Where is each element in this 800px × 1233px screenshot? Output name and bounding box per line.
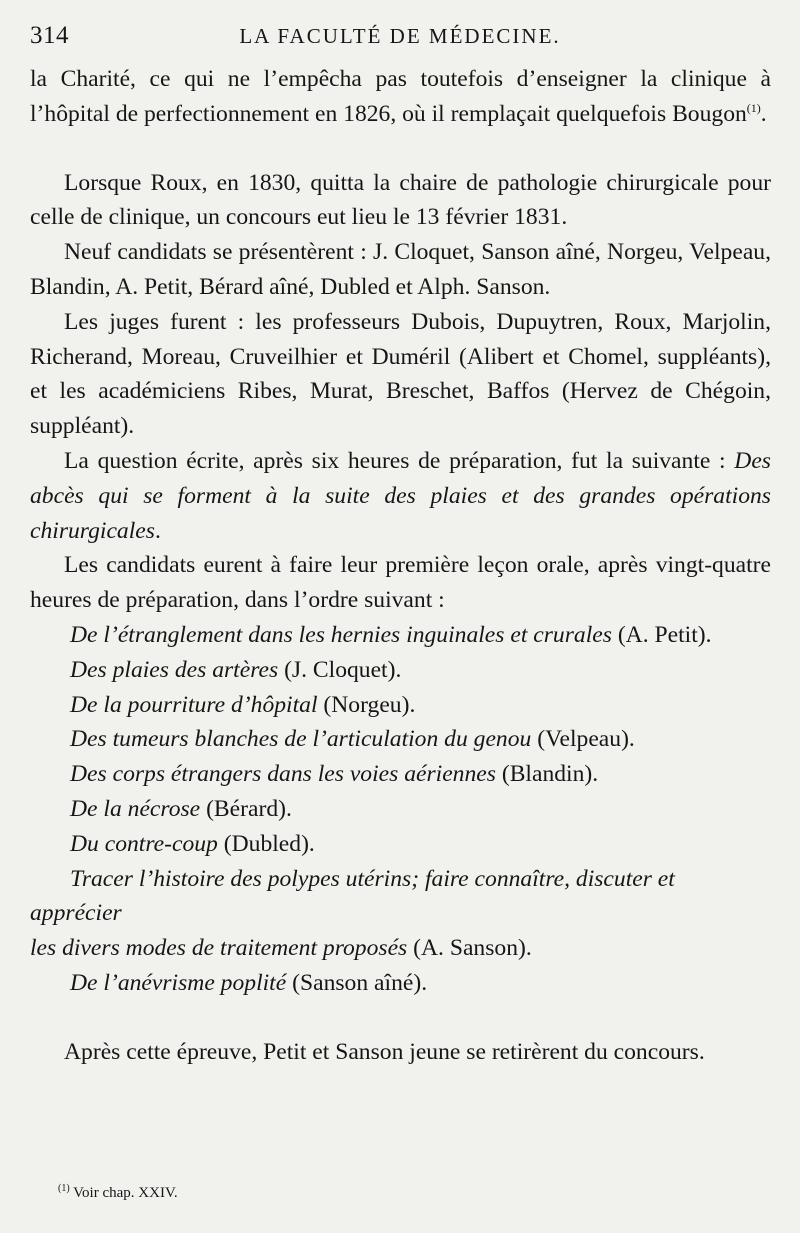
paragraph-withdrawal: Après cette épreuve, Petit et Sanson jeune se retirèrent du concours.: [64, 1038, 705, 1065]
paragraph-candidates: Neuf candidats se présentèrent : J. Cloquet, Sanson aîné, Norgeu, Velpeau, Blandin, A. Petit, Bérard aîné, Dubled et Alph. Sanson.: [30, 239, 771, 300]
paragraph-oral-lesson: Les candidats eurent à faire leur première leçon orale, après vingt-quatre heures de préparation, dans l’ordre suivant :: [30, 552, 771, 614]
footnote: [58, 1185, 178, 1202]
footnote-mark: (1): [58, 1183, 70, 1194]
list-item: De la pourriture d’hôpital (Norgeu).: [70, 691, 416, 718]
list-item: Des plaies des artères (J. Cloquet).: [70, 656, 402, 683]
body-text: [30, 62, 771, 1070]
running-title: LA FACULTÉ DE MÉDECINE.: [239, 24, 561, 48]
list-item: Du contre-coup (Dubled).: [70, 830, 315, 857]
list-item: De l’étranglement dans les hernies inguinales et crurales (A. Petit).: [70, 621, 712, 648]
page-header: [30, 22, 770, 56]
list-item: De la nécrose (Bérard).: [70, 795, 292, 822]
footnote-reference: (1): [746, 100, 761, 115]
paragraph-continuation: la Charité, ce qui ne l’empêcha pas toutefois d’enseigner la clinique à l’hôpital de perfectionnement en 1826, où il remplaçait quelquefois Bougon$^{(1)}$.: [30, 66, 771, 127]
lesson-list: [30, 618, 771, 1001]
question-intro: La question écrite, après six heures de préparation, fut la suivante :: [64, 447, 735, 474]
paragraph-concours: Lorsque Roux, en 1830, quitta la chaire de pathologie chirurgicale pour celle de clinique, un concours eut lieu le 13 février 1831.: [30, 169, 771, 231]
paragraph-text: la Charité, ce qui ne l’empêcha pas toutefois d’enseigner la clinique à l’hôpital de perfectionnement en 1826, où il remplaçait quelquefois Bougon: [30, 66, 771, 127]
list-item: De l’anévrisme poplité (Sanson aîné).: [70, 969, 428, 996]
paragraph-written-question: La question écrite, après six heures de préparation, fut la suivante : Des abcès qui se forment à la suite des plaies et des grandes opérations chirurgicales.: [30, 447, 771, 544]
footnote-text: Voir chap. XXIV.: [69, 1185, 178, 1201]
list-item: Des corps étrangers dans les voies aériennes (Blandin).: [70, 761, 599, 788]
list-item: Des tumeurs blanches de l’articulation du genou (Velpeau).: [70, 726, 635, 753]
question-text: Des abcès qui se forment à la suite des plaies et des grandes opérations chirurgicales: [30, 447, 771, 544]
page-number: 314: [30, 22, 69, 49]
paragraph-judges: Les juges furent : les professeurs Dubois, Dupuytren, Roux, Marjolin, Richerand, Moreau, Cruveilhier et Duméril (Alibert et Chomel, suppléants), et les académiciens Ribes, Murat, Breschet, Baffos (Hervez de Chégoin, suppléant).: [30, 308, 771, 440]
list-item: les divers modes de traitement proposés (A. Sanson).: [30, 935, 532, 962]
list-item: Tracer l’histoire des polypes utérins; faire connaître, discuter et apprécier: [30, 865, 675, 927]
